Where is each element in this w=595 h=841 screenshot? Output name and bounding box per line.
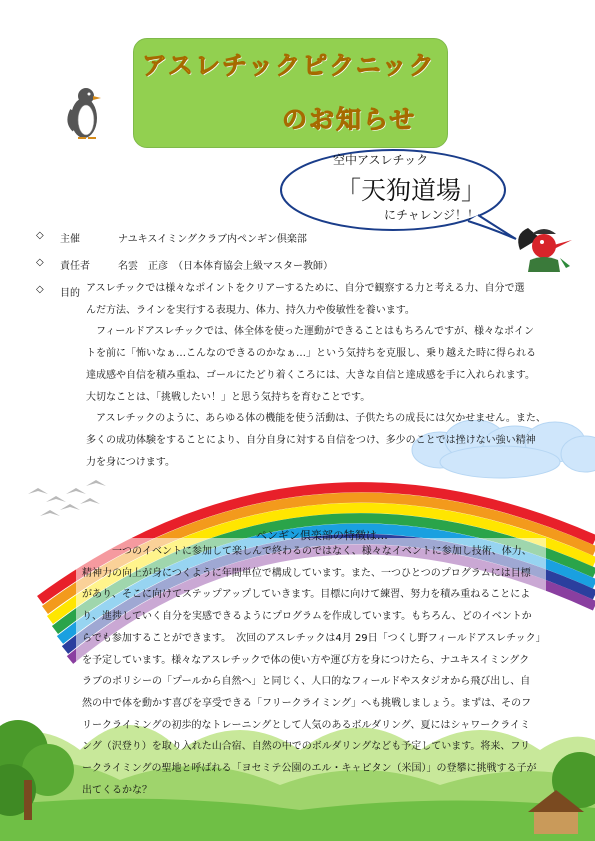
bullet-icon: ◇ [36,230,44,241]
bubble-challenge-text: にチャレンジ！！ [384,208,480,222]
features-line: リークライミングの初歩的なトレーニングとして人気のあるボルダリング、夏にはシャワークライミ [82,719,530,731]
features-line: があり、そこに向けてステップアップしていきます。目標に向けて練習、努力を積み重ねることによ [82,589,531,601]
purpose-line: んだ方法、ラインを実行する表現力、体力、持久力や俊敏性を養います。 [86,304,415,316]
purpose-line: アスレチックのように、あらゆる体の機能を使う活動は、子供たちの成長には欠かせません。また、 [86,413,546,425]
features-title: ペンギン倶楽部の特徴は… [256,529,388,542]
features-line: ラブのポリシーの「プールから自然へ」と同じく、人口的なフィールドやスタジオから飛び出し、自 [82,676,531,688]
purpose-label: 目的 [60,288,80,299]
leader-value: 名雲 正彦 （日本体育協会上級マスター教師） [118,261,333,272]
title-line-2: のお知らせ [282,105,417,134]
purpose-line: 達成感や自信を積み重ね、ゴールにたどり着くころには、大きな自信と達成感を手に入れられます。 [86,369,535,381]
purpose-line: トを前に「怖いなぁ…こんなのできるのかなぁ…」という気持ちを克服し、乗り越えた時に得られる [86,348,536,360]
features-line: 然の中で体を動かす喜びを享受できる「フリークライミング」へも挑戦しましょう。まずは、そのフ [82,697,532,709]
host-label: 主催 [60,234,80,245]
features-line: 精神力の向上が身につくように年間単位で構成しています。また、一つひとつのプログラムには目標 [82,567,531,579]
birds [28,480,106,516]
bullet-icon: ◇ [36,284,44,295]
features-line: 出てくるかな？ [82,784,152,796]
features-line: らでも参加することができます。 次回のアスレチックは4月 29日「つくし野フィールドアスレチック」 [82,632,546,644]
leader-label: 責任者 [60,261,90,272]
features-line: ークライミングの聖地と呼ばれる「ヨセミテ公園のエル・キャピタン（米国）」の登攀に挑戦する子が [82,763,537,775]
purpose-line: 大切なことは、「挑戦したい！」と思う気持ちを育むことです。 [86,391,371,403]
tengu-icon [510,220,574,276]
penguin-icon [62,82,108,142]
purpose-text [86,278,546,473]
bubble-main-title: 「天狗道場」 [336,176,487,205]
purpose-line: 多くの成功体験をすることにより、自分自身に対する自信をつけ、多少のことでは挫けない強い精神 [86,434,536,446]
purpose-line: アスレチックでは様々なポイントをクリアーするために、自分で観察する力と考える力、自分で選 [86,283,525,294]
features-line: ング（沢登り）を取り入れた山合宿、自然の中でのボルダリングなども予定しています。将来、フリ [82,741,530,753]
title-line-1: アスレチックピクニック [142,51,436,80]
bullet-icon: ◇ [36,257,44,268]
purpose-line: フィールドアスレチックでは、体全体を使った運動ができることはもちろんですが、様々なポイン [86,326,534,338]
host-value: ナユキスイミングクラブ内ペンギン倶楽部 [118,234,307,245]
features-line: を予定しています。様々なアスレチックで体の使い方や運び方を身につけたら、ナユキスイミングク [82,654,530,666]
features-line: 一つのイベントに参加して楽しんで終わるのではなく、様々なイベントに参加し技術、体力、 [82,546,532,557]
features-text [82,541,572,801]
purpose-line: 力を身につけます。 [86,456,175,468]
features-line: り、進捗していく自分を実感できるようにプログラムを作成しています。もちろん、どのイベントか [82,611,532,623]
bubble-subtitle: 空中アスレチック [333,153,429,167]
